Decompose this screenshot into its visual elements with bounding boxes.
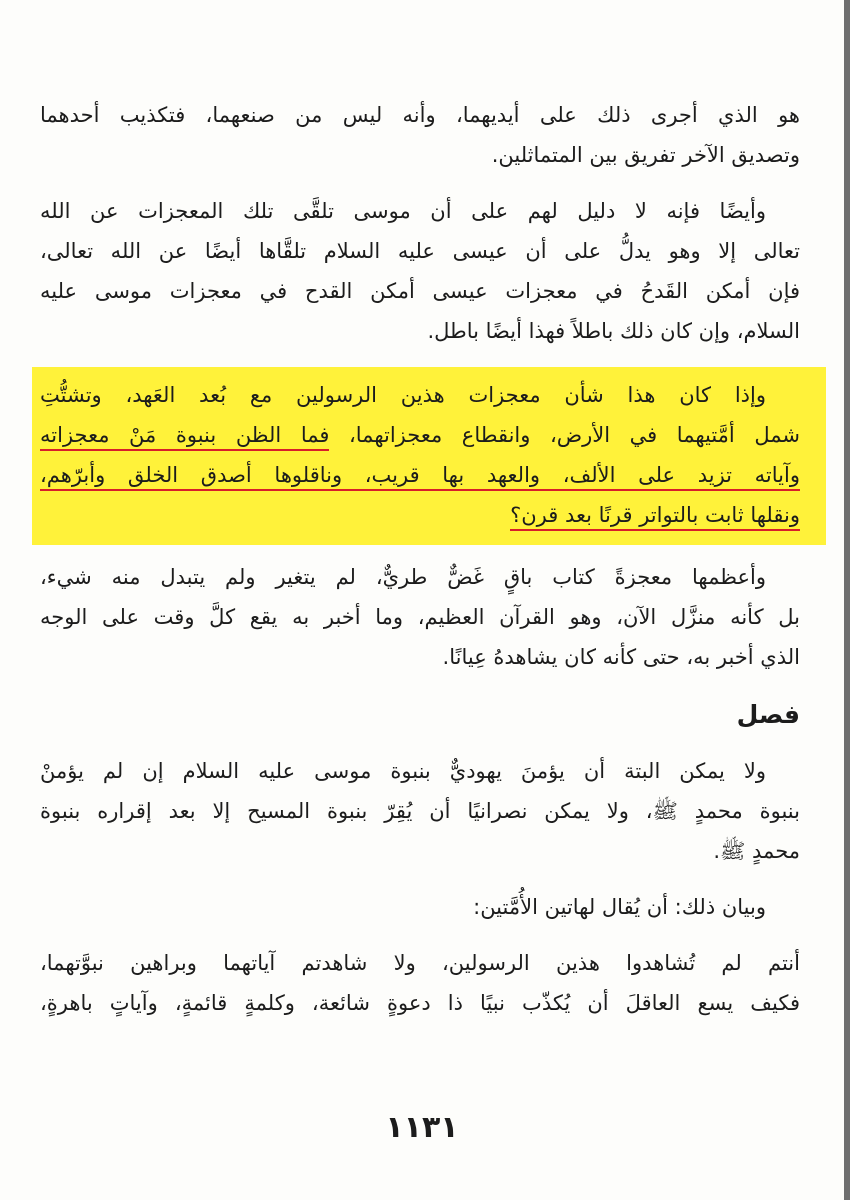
- text-line: تعالى إلا وهو يدلُّ على أن عيسى عليه السلام تلقَّاها أيضًا عن الله تعالى،: [40, 239, 800, 263]
- paragraph-6: [40, 887, 800, 927]
- underlined-line: [40, 455, 800, 495]
- highlighted-paragraph: [32, 367, 826, 545]
- text-line-partly-underlined: [40, 415, 800, 455]
- page-number: ١١٣١: [385, 1110, 459, 1145]
- paragraph-1: [40, 95, 800, 175]
- text-line: بل كأنه منزَّل الآن، وهو القرآن العظيم، وما أخبر به يقع كلَّ وقت على الوجه: [40, 605, 800, 629]
- text-line: السلام، وإن كان ذلك باطلاً فهذا أيضًا باطل.: [427, 319, 800, 343]
- text-line: وتصديق الآخر تفريق بين المتماثلين.: [491, 143, 800, 167]
- text-line: محمدٍ ﷺ.: [713, 839, 800, 863]
- section-heading: فصل: [736, 700, 800, 729]
- page-body: [40, 95, 800, 1039]
- text-segment: شمل أمَّتيهما في الأرض، وانقطاع معجزاتهما،: [329, 423, 800, 447]
- underlined-text: ونقلها ثابت بالتواتر قرنًا بعد قرن؟: [510, 503, 800, 531]
- text-line: وإذا كان هذا شأن معجزات هذين الرسولين مع بُعد العَهد، وتشتُّتِ: [40, 383, 766, 407]
- text-line: وبيان ذلك: أن يُقال لهاتين الأُمَّتين:: [473, 895, 766, 919]
- underlined-line: [40, 495, 800, 535]
- text-line: ولا يمكن البتة أن يؤمنَ يهوديٌّ بنبوة موسى عليه السلام إن لم يؤمنْ: [40, 759, 766, 783]
- underlined-text: وآياته تزيد على الألف، والعهد بها قريب، وناقلوها أصدق الخلق وأبرّهم،: [40, 463, 800, 491]
- paragraph-7: [40, 943, 800, 1023]
- text-line: فكيف يسع العاقلَ أن يُكذّب نبيًا ذا دعوةٍ شائعة، وكلمةٍ قائمةٍ، وآياتٍ باهرةٍ،: [40, 991, 800, 1015]
- paragraph-2: [40, 191, 800, 351]
- text-line: أنتم لم تُشاهدوا هذين الرسولين، ولا شاهدتم آياتهما وبراهين نبوَّتهما،: [40, 951, 800, 975]
- paragraph-5: [40, 751, 800, 871]
- text-line: هو الذي أجرى ذلك على أيديهما، وأنه ليس من صنعهما، فتكذيب أحدهما: [40, 103, 800, 127]
- text-line: فإن أمكن القَدحُ في معجزات عيسى أمكن القدح في معجزات موسى عليه: [40, 279, 800, 303]
- text-line: بنبوة محمدٍ ﷺ، ولا يمكن نصرانيًا أن يُقِرّ بنبوة المسيح إلا بعد إقراره بنبوة: [40, 799, 800, 823]
- paragraph-4: [40, 557, 800, 677]
- text-line: وأيضًا فإنه لا دليل لهم على أن موسى تلقَّى تلك المعجزات عن الله: [40, 199, 766, 223]
- text-line: الذي أخبر به، حتى كأنه كان يشاهدهُ عِيانًا.: [442, 645, 800, 669]
- text-line: وأعظمها معجزةً كتاب باقٍ غَضٌّ طريٌّ، لم يتغير ولم يتبدل منه شيء،: [40, 565, 766, 589]
- underlined-text: فما الظن بنبوة مَنْ معجزاته: [40, 423, 329, 451]
